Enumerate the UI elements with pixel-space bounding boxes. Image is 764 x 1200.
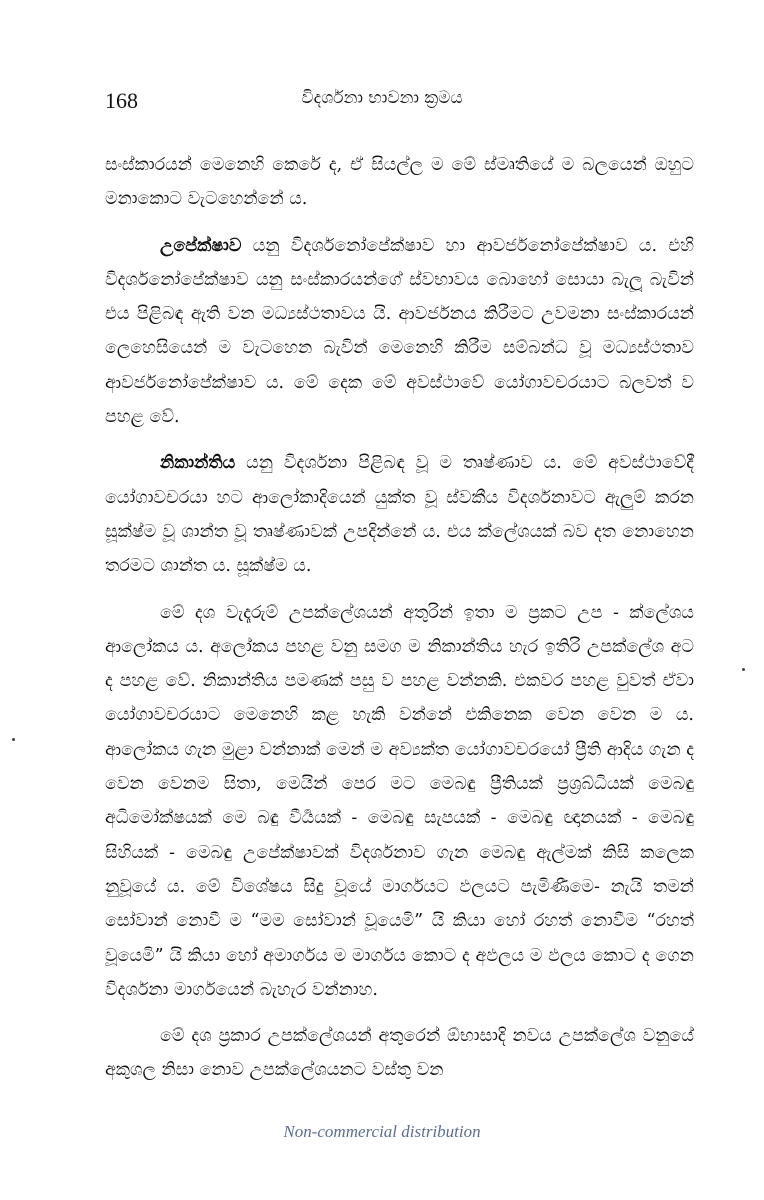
paragraph-2-lead-term: උපේක්ෂාව bbox=[160, 235, 242, 256]
paragraph-4-text: මේ දශ වැදෑරුම් උපක්ලේශයන් අතුරින් ඉතා ම ප්‍රකට උප - ක්ලේශය ආලෝකය ය. අලෝකය පහළ වනු සමග ම නිකාන්තිය හැර ඉතිරි උපක්ලේශ අට ද පහළ වේ. නිකාන්තිය පමණක් පසු ව පහළ වන්නකි. එකවර පහළ වුවත් ඒවා යෝගාවචරයාට මෙනෙහි කළ හැකි වන්නේ එකිනෙක වෙන වෙන ම ය. ආලෝකය ගැන මුළා වන්නාක් මෙන් ම අව්‍යක්ත යෝගාවචරයෝ ප්‍රීති ආදිය ගැන ද වෙන වෙනම සිතා, මෙයින් පෙර මට මෙබඳු ප්‍රීතියක් ප්‍රශ්‍රබ්ධියක් මෙබඳු අධිමෝක්ෂයක් මෙ බඳු වීර්‍යයක් - මෙබඳු සැපයක් - මෙබඳු ඥානයක් - මෙබඳු සිහියක් - මෙබඳු උපේක්ෂාවක් විදර්ශනාව ගැන මෙබඳු ඇල්මක් කිසි කලෙක නුවූයේ ය. මේ විශේෂය සිදු වූයේ මාර්ගයට ඵලයට පැමිණීමෙ- නැයි තමන් සෝවාන් නොවී ම “මම සෝවාන් වූයෙමි” යි කියා හෝ රහත් නොවීම “රහත් වූයෙමි” යි කියා හෝ අමාර්ගය ම මාර්ගය කොට ද අඵලය ම ඵලය කොට ද ගෙන විදර්ශනා මාර්ගයෙන් බැහැර වන්නාහ. bbox=[105, 602, 694, 1000]
scan-speck bbox=[742, 668, 745, 671]
paragraph-3 bbox=[105, 446, 694, 583]
running-title: විදර්ශනා භාවනා ක්‍රමය bbox=[301, 88, 463, 108]
page-body bbox=[105, 148, 694, 1088]
paragraph-2-text: යනු විදර්ශනෝපේක්ෂාව හා ආවර්ජනෝපේක්ෂාව ය. එහි විදර්ශනෝපේක්ෂාව යනු සංස්කාරයන්ගේ ස්වභාවය බොහෝ සොයා බැලූ බැවින් එය පිළිබඳ ඇති වන මධ්‍යස්ථතාවය යි. ආවර්ජනය කිරීමට උවමනා සංස්කාරයන් ලෙහෙසියෙන් ම වැටහෙන බැවින් මෙනෙහි කිරීම සම්බන්ධ වූ මධ්‍යස්ථතාව ආවර්ජනෝපේක්ෂාව ය. මේ දෙක මේ අවස්ථාවේ යෝගාවචරයාට බලවත් ව පහළ වේ. bbox=[105, 235, 694, 428]
paragraph-1-text: සංස්කාරයන් මෙනෙහි කෙරේ ද, ඒ සියල්ල ම මේ ස්මෘතියේ ම බලයෙන් ඔහුට මනාකොට වැටහෙන්නේ ය. bbox=[105, 155, 694, 210]
paragraph-5 bbox=[105, 1019, 694, 1088]
paragraph-3-text: යනු විදර්ශනා පිළිබඳ වූ ම තෘෂ්ණාව ය. මේ අවස්ථාවේදී යෝගාවචරයා හට ආලෝකාදියෙන් යුක්ත වූ ස්වකීය විදර්ශනාවට ඇලුම් කරන සූක්ෂ්ම වූ ශාන්ත වූ තෘෂ්ණාවක් උපදින්නේ ය. එය ක්ලේශයක් බව දත නොහෙන තරමට ශාන්ත ය. සූක්ෂ්ම ය. bbox=[105, 453, 694, 577]
paragraph-2 bbox=[105, 229, 694, 435]
scan-speck bbox=[12, 738, 15, 741]
paragraph-4 bbox=[105, 596, 694, 1008]
page-number: 168 bbox=[105, 88, 138, 113]
paragraph-1 bbox=[105, 148, 694, 217]
paragraph-5-text: මේ දශ ප්‍රකාර උපක්ලේශයන් අතුරෙන් ඕභාසාදි නවය උපක්ලේශ වනුයේ අකුශල නිසා නොව උපක්ලේශයනට වස්තු වන bbox=[105, 1026, 694, 1081]
footer-watermark: Non-commercial distribution bbox=[283, 1122, 481, 1141]
page-header bbox=[105, 88, 659, 118]
paragraph-3-lead-term: නිකාන්තිය bbox=[160, 453, 236, 474]
